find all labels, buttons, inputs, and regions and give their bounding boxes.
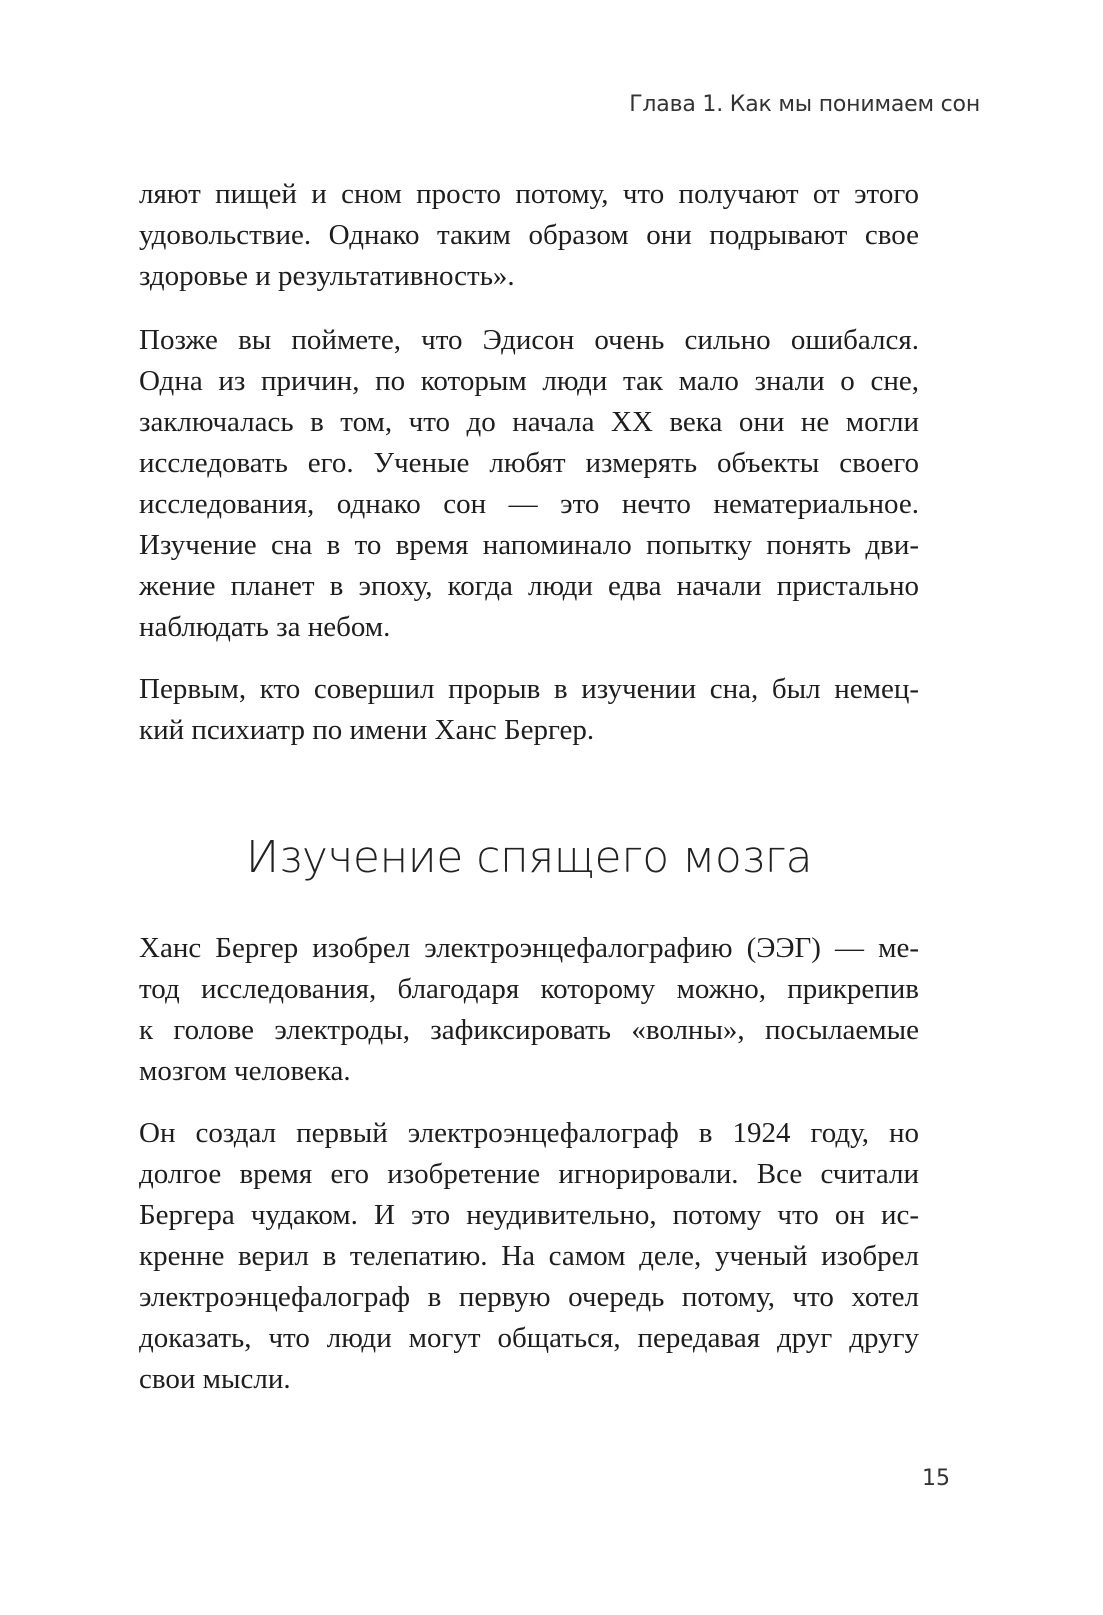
paragraph-edison-quote-end <box>139 174 919 297</box>
text-line: наблюдать за небом. <box>139 611 391 643</box>
text-line: к голове электроды, зафиксировать «волны», посылаемые <box>139 1014 919 1046</box>
text-line: жение планет в эпоху, когда люди едва начали пристально <box>139 570 919 602</box>
text-line: свои мысли. <box>139 1363 291 1395</box>
text-line: Он создал первый электроэнцефалограф в 1924 году, но <box>139 1117 919 1149</box>
text-line: Позже вы поймете, что Эдисон очень сильно ошибался. <box>139 324 919 356</box>
paragraph-telepathy <box>139 1113 919 1400</box>
text-line: кренне верил в телепатию. На самом деле, ученый изобрел <box>139 1240 919 1272</box>
section-heading: Изучение спящего мозга <box>245 832 813 883</box>
text-line: Бергера чудаком. И это неудивительно, потому что он ис- <box>139 1199 919 1231</box>
text-line: мозгом человека. <box>139 1055 351 1087</box>
text-line: тод исследования, благодаря которому можно, прикрепив <box>139 973 919 1005</box>
text-line: Первым, кто совершил прорыв в изучении сна, был немец- <box>139 673 919 705</box>
text-line: исследования, однако сон — это нечто нематериальное. <box>139 488 919 520</box>
text-line: электроэнцефалограф в первую очередь потому, что хотел <box>139 1281 919 1313</box>
text-line: Ханс Бергер изобрел электроэнцефалографию (ЭЭГ) — ме- <box>139 932 919 964</box>
text-line: доказать, что люди могут общаться, передавая друг другу <box>139 1322 919 1354</box>
paragraph-berger-intro <box>139 669 919 751</box>
running-head: Глава 1. Как мы понимаем сон <box>629 92 980 117</box>
text-line: кий психиатр по имени Ханс Бергер. <box>139 714 595 746</box>
text-line: заключалась в том, что до начала XX века они не могли <box>139 406 919 438</box>
text-line: здоровье и результативность». <box>139 260 515 292</box>
text-line: Изучение сна в то время напоминало попытку понять дви- <box>139 529 919 561</box>
text-line: ляют пищей и сном просто потому, что получают от этого <box>139 178 919 210</box>
text-line: Одна из причин, по которым люди так мало знали о сне, <box>139 365 919 397</box>
page-number: 15 <box>922 1466 950 1491</box>
paragraph-eeg-invention <box>139 928 919 1092</box>
text-line: долгое время его изобретение игнорировали. Все считали <box>139 1158 919 1190</box>
text-line: удовольствие. Однако таким образом они подрывают свое <box>139 219 919 251</box>
paragraph-edison-wrong <box>139 320 919 648</box>
text-line: исследовать его. Ученые любят измерять объекты своего <box>139 447 919 479</box>
